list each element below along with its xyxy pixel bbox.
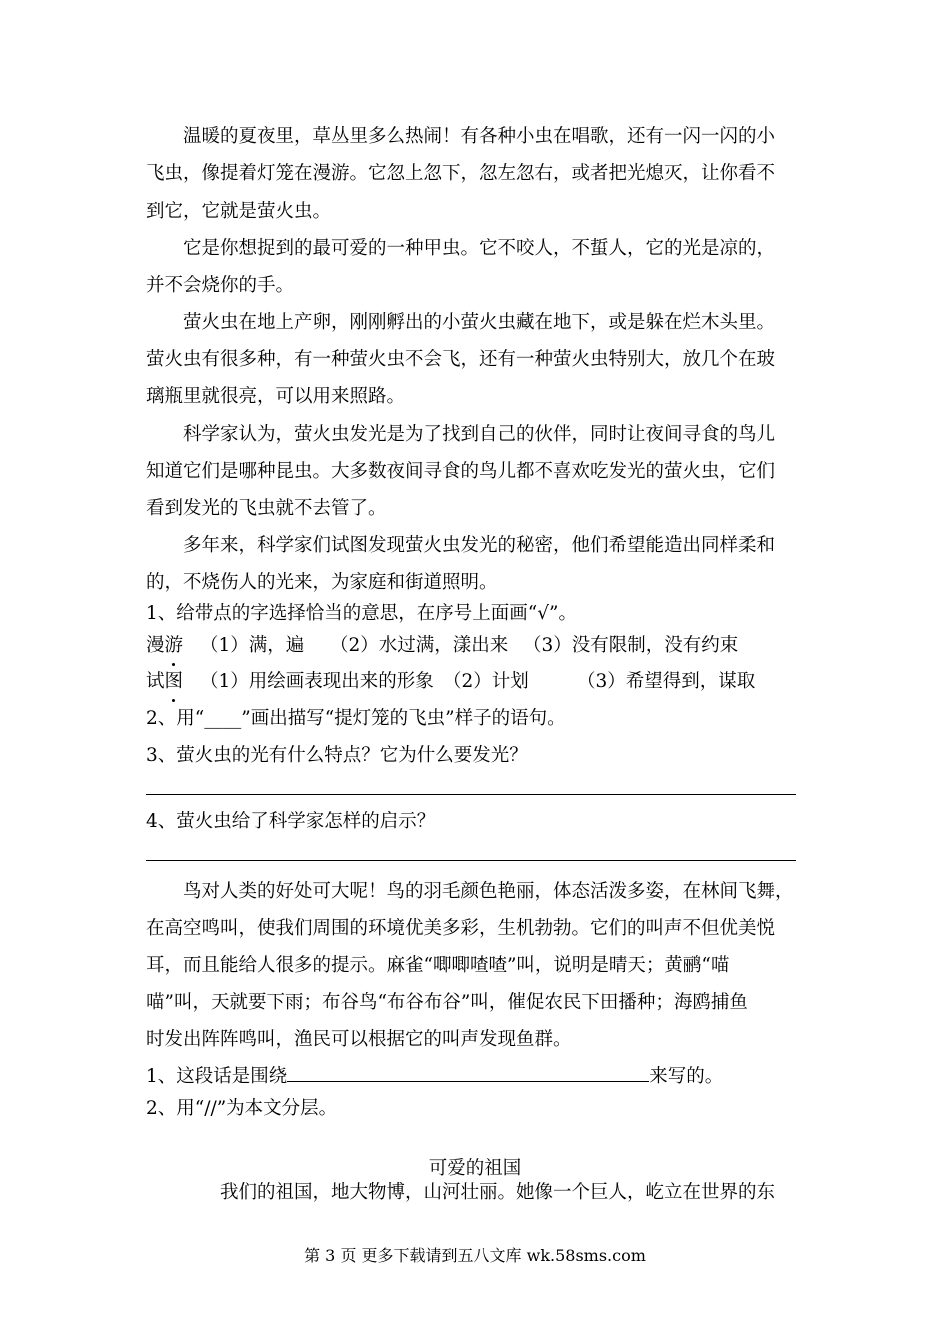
- paragraph-line: 在高空鸣叫，使我们周围的环境优美多彩，生机勃勃。它们的叫声不但优美悦: [146, 918, 776, 939]
- paragraph-line: 科学家认为，萤火虫发光是为了找到自己的伙伴，同时让夜间寻食的鸟儿: [183, 424, 776, 445]
- paragraph-line: 耳，而且能给人很多的提示。麻雀“唧唧喳喳”叫，说明是晴天；黄鹂“喵: [146, 955, 730, 976]
- paragraph-line: 鸟对人类的好处可大呢！鸟的羽毛颜色艳丽，体态活泼多姿，在林间飞舞，: [183, 881, 794, 902]
- question-1-prefix: 1、这段话是围绕: [146, 1066, 288, 1087]
- paragraph-line: 知道它们是哪种昆虫。大多数夜间寻食的鸟儿都不喜欢吃发光的萤火虫，它们: [146, 461, 776, 482]
- paragraph-line: 萤火虫有很多种，有一种萤火虫不会飞，还有一种萤火虫特别大，放几个在玻: [146, 349, 776, 370]
- paragraph-line: 多年来，科学家们试图发现萤火虫发光的秘密，他们希望能造出同样柔和: [183, 535, 776, 556]
- question-3: 3、萤火虫的光有什么特点？它为什么要发光？: [146, 745, 528, 766]
- paragraph-line: 它是你想捉到的最可爱的一种甲虫。它不咬人，不蜇人，它的光是凉的，: [183, 238, 776, 259]
- dotted-char: 游: [165, 633, 184, 659]
- question-1: [146, 1061, 806, 1090]
- paragraph-line: 喵”叫，天就要下雨；布谷鸟“布谷布谷”叫，催促农民下田播种；海鸥捕鱼: [146, 992, 748, 1013]
- question-2-prefix: 2、用“: [146, 708, 205, 729]
- underline-sample: ____: [204, 708, 242, 729]
- vocab-word-2: [146, 669, 183, 695]
- question-4: 4、萤火虫给了科学家怎样的启示？: [146, 811, 436, 832]
- question-1-suffix: 来写的。: [649, 1066, 724, 1087]
- option-2[interactable]: （2）计划: [443, 671, 529, 692]
- answer-line[interactable]: [146, 794, 796, 795]
- passage-title: 可爱的祖国: [428, 1158, 522, 1179]
- option-1[interactable]: （1）用绘画表现出来的形象: [200, 671, 434, 692]
- paragraph-line: 的，不烧伤人的光来，为家庭和街道照明。: [146, 572, 498, 593]
- paragraph-line: 时发出阵阵鸣叫，渔民可以根据它的叫声发现鱼群。: [146, 1029, 572, 1050]
- page-footer: 第 3 页 更多下载请到五八文库 wk.58sms.com: [304, 1246, 646, 1265]
- word-char: 漫: [146, 635, 165, 656]
- option-3[interactable]: （3）没有限制，没有约束: [523, 635, 739, 656]
- paragraph-line: 到它，它就是萤火虫。: [146, 201, 332, 222]
- question-2: [146, 706, 806, 732]
- option-2[interactable]: （2）水过满，漾出来: [330, 635, 509, 656]
- paragraph-line: 璃瓶里就很亮，可以用来照路。: [146, 386, 406, 407]
- fill-in-blank[interactable]: [287, 1061, 649, 1082]
- vocab-word-1: [146, 633, 183, 659]
- paragraph-line: 温暖的夏夜里，草丛里多么热闹！有各种小虫在唱歌，还有一闪一闪的小: [183, 126, 776, 147]
- word-char: 试: [146, 671, 165, 692]
- question-1: 1、给带点的字选择恰当的意思，在序号上面画“√”。: [146, 603, 577, 624]
- answer-line[interactable]: [146, 860, 796, 861]
- question-2: 2、用“//”为本文分层。: [146, 1098, 338, 1119]
- paragraph-line: 我们的祖国，地大物博，山河壮丽。她像一个巨人，屹立在世界的东: [220, 1182, 776, 1203]
- paragraph-line: 并不会烧你的手。: [146, 275, 295, 296]
- option-3[interactable]: （3）希望得到，谋取: [577, 671, 756, 692]
- question-2-suffix: ”画出描写“提灯笼的飞虫”样子的语句。: [241, 708, 566, 729]
- paragraph-line: 飞虫，像提着灯笼在漫游。它忽上忽下，忽左忽右，或者把光熄灭，让你看不: [146, 163, 776, 184]
- dotted-char: 图: [165, 669, 184, 695]
- option-1[interactable]: （1）满，遍: [200, 635, 305, 656]
- paragraph-line: 萤火虫在地上产卵，刚刚孵出的小萤火虫藏在地下，或是躲在烂木头里。: [183, 312, 776, 333]
- paragraph-line: 看到发光的飞虫就不去管了。: [146, 498, 387, 519]
